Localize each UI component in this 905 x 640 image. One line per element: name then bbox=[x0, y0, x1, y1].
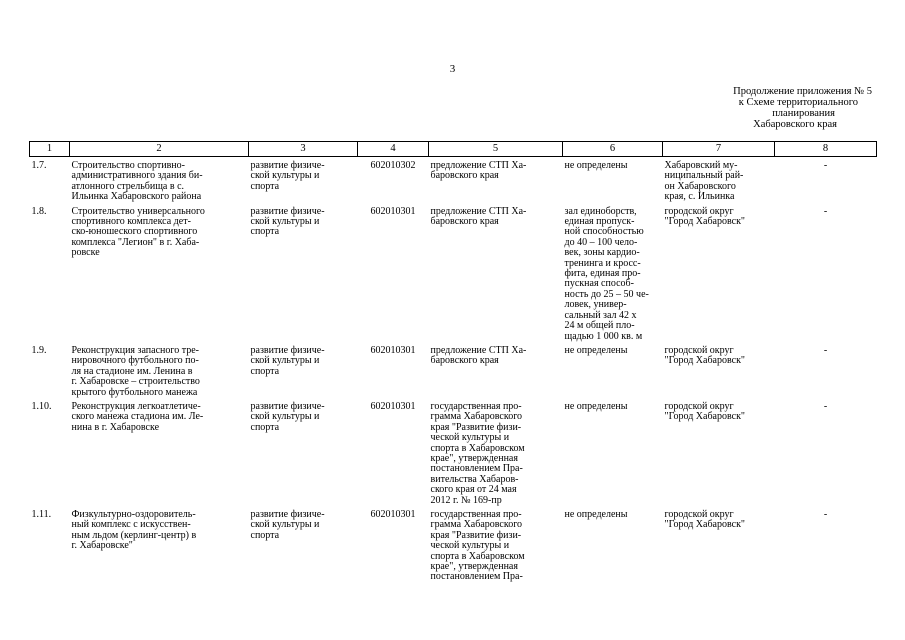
object-basis-line: грамма Хабаровского bbox=[430, 519, 523, 531]
object-purpose-line: спорта bbox=[250, 180, 280, 192]
row-number: 1.10. bbox=[31, 400, 52, 412]
object-purpose-line: ской культуры и bbox=[250, 170, 320, 182]
object-purpose-line: спорта bbox=[250, 365, 280, 377]
object-name-line: атлонного стрельбища в с. bbox=[71, 180, 185, 192]
object-basis-line: ческой культуры и bbox=[430, 432, 510, 444]
object-basis-line: постановлением Пра- bbox=[430, 463, 523, 475]
table-row bbox=[30, 203, 877, 342]
row-number: 1.11. bbox=[31, 509, 52, 520]
row-number: 1.8. bbox=[31, 205, 47, 217]
object-name-line: г. Хабаровске – строительство bbox=[71, 376, 200, 388]
object-name-line: ным льдом (керлинг-центр) в bbox=[71, 529, 197, 541]
object-parameters-line: не определены bbox=[564, 160, 628, 171]
column-header-7: 7 bbox=[663, 142, 775, 157]
object-basis-line: предложение СТП Ха- bbox=[430, 205, 527, 217]
object-parameters bbox=[563, 342, 663, 398]
object-name-line: Строительство спортивно- bbox=[71, 160, 185, 171]
object-parameters-line: 24 м общей пло- bbox=[564, 320, 635, 332]
object-purpose bbox=[249, 398, 358, 506]
object-parameters-line: ность до 25 – 50 че- bbox=[564, 288, 649, 300]
object-parameters-line: век, зоны кардио- bbox=[564, 247, 640, 259]
object-name-line: ско-юношеского спортивного bbox=[71, 226, 198, 238]
object-basis bbox=[429, 157, 563, 203]
object-parameters-line: ловек, универ- bbox=[564, 299, 627, 311]
object-purpose-line: развитие физиче- bbox=[250, 160, 325, 171]
object-name bbox=[70, 203, 249, 342]
object-location bbox=[663, 342, 775, 398]
object-purpose bbox=[249, 203, 358, 342]
object-code: 602010301 bbox=[370, 344, 416, 356]
object-location-line: "Город Хабаровск" bbox=[664, 216, 746, 228]
object-location-line: "Город Хабаровск" bbox=[664, 519, 746, 531]
object-purpose-line: ской культуры и bbox=[250, 216, 320, 228]
object-purpose-line: спорта bbox=[250, 529, 280, 541]
object-code: 602010301 bbox=[370, 205, 416, 217]
object-name-line: Ильинка Хабаровского района bbox=[71, 191, 202, 203]
object-basis-line: ческой культуры и bbox=[430, 540, 510, 552]
object-name-line: ля на стадионе им. Ленина в bbox=[71, 365, 193, 377]
object-basis-line: крае", утвержденная bbox=[430, 452, 518, 464]
appendix-header-line: Хабаровского края bbox=[753, 119, 837, 130]
object-name bbox=[70, 157, 249, 203]
object-basis-line: предложение СТП Ха- bbox=[430, 344, 527, 356]
object-parameters-line: до 40 – 100 чело- bbox=[564, 236, 638, 248]
object-basis-line: края "Развитие физи- bbox=[430, 421, 522, 433]
object-parameters bbox=[563, 398, 663, 506]
object-parameters-line: зал единоборств, bbox=[564, 205, 637, 217]
object-basis-line: вительства Хабаров- bbox=[430, 473, 519, 485]
object-purpose-line: спорта bbox=[250, 421, 280, 433]
object-code: 602010301 bbox=[370, 509, 416, 520]
object-purpose bbox=[249, 506, 358, 583]
object-location-line: края, с. Ильинка bbox=[664, 191, 735, 203]
object-purpose-line: развитие физиче- bbox=[250, 205, 325, 217]
object-parameters bbox=[563, 203, 663, 342]
object-basis-line: баровского края bbox=[430, 170, 499, 182]
object-name-line: Физкультурно-оздоровитель- bbox=[71, 509, 196, 520]
object-basis-line: государственная про- bbox=[430, 400, 522, 412]
object-zone: - bbox=[823, 160, 828, 171]
object-zone: - bbox=[823, 400, 828, 412]
object-basis-line: баровского края bbox=[430, 355, 499, 367]
object-basis-line: крае", утвержденная bbox=[430, 561, 518, 573]
object-name-line: ского манежа стадиона им. Ле- bbox=[71, 411, 204, 423]
object-code: 602010301 bbox=[370, 400, 416, 412]
object-name bbox=[70, 342, 249, 398]
column-header-3: 3 bbox=[249, 142, 358, 157]
object-zone: - bbox=[823, 344, 828, 356]
appendix-header-line: планирования bbox=[772, 108, 835, 119]
row-number: 1.9. bbox=[31, 344, 47, 356]
objects-table bbox=[29, 141, 877, 583]
column-header-6: 6 bbox=[563, 142, 663, 157]
object-basis-line: грамма Хабаровского bbox=[430, 411, 523, 423]
object-parameters-line: тренинга и кросс- bbox=[564, 257, 641, 269]
appendix-header-line: к Схеме территориального bbox=[738, 97, 858, 108]
object-basis-line: предложение СТП Ха- bbox=[430, 160, 527, 171]
row-number: 1.7. bbox=[31, 160, 47, 171]
object-name-line: административного здания би- bbox=[71, 170, 203, 182]
object-basis bbox=[429, 398, 563, 506]
object-parameters bbox=[563, 506, 663, 583]
table-body bbox=[30, 157, 877, 583]
object-purpose bbox=[249, 157, 358, 203]
object-location-line: городской округ bbox=[664, 344, 734, 356]
object-name-line: нина в г. Хабаровске bbox=[71, 421, 160, 433]
object-purpose-line: развитие физиче- bbox=[250, 400, 325, 412]
object-location bbox=[663, 506, 775, 583]
object-code: 602010302 bbox=[370, 160, 416, 171]
object-basis-line: края "Развитие физи- bbox=[430, 529, 522, 541]
column-header-4: 4 bbox=[358, 142, 429, 157]
appendix-header bbox=[672, 86, 872, 130]
object-location-line: городской округ bbox=[664, 509, 734, 520]
object-purpose-line: развитие физиче- bbox=[250, 509, 325, 520]
object-parameters-line: ной способностью bbox=[564, 226, 644, 238]
object-location-line: он Хабаровского bbox=[664, 180, 736, 192]
appendix-header-line: Продолжение приложения № 5 bbox=[733, 86, 872, 97]
table-row bbox=[30, 398, 877, 506]
table-header-row bbox=[30, 142, 877, 157]
object-name-line: комплекса "Легион" в г. Хаба- bbox=[71, 236, 200, 248]
object-parameters-line: пускная способ- bbox=[564, 278, 634, 290]
object-location-line: городской округ bbox=[664, 205, 734, 217]
object-name-line: Строительство универсального bbox=[71, 205, 205, 217]
column-header-8: 8 bbox=[775, 142, 877, 157]
object-name-line: нировочного футбольного по- bbox=[71, 355, 199, 367]
column-header-5: 5 bbox=[429, 142, 563, 157]
object-basis bbox=[429, 506, 563, 583]
table-row bbox=[30, 342, 877, 398]
object-name-line: спортивного комплекса дет- bbox=[71, 216, 191, 228]
object-name-line: г. Хабаровске" bbox=[71, 540, 133, 552]
object-location bbox=[663, 203, 775, 342]
object-purpose-line: ской культуры и bbox=[250, 411, 320, 423]
object-name-line: крытого футбольного манежа bbox=[71, 386, 198, 398]
object-basis-line: баровского края bbox=[430, 216, 499, 228]
object-parameters-line: сальный зал 42 х bbox=[564, 309, 637, 321]
object-location-line: "Город Хабаровск" bbox=[664, 411, 746, 423]
column-header-1: 1 bbox=[30, 142, 70, 157]
object-purpose-line: ской культуры и bbox=[250, 355, 320, 367]
object-basis-line: спорта в Хабаровском bbox=[430, 442, 525, 454]
object-zone: - bbox=[823, 205, 828, 217]
object-purpose-line: спорта bbox=[250, 226, 280, 238]
object-basis-line: государственная про- bbox=[430, 509, 522, 520]
object-name bbox=[70, 398, 249, 506]
object-location-line: Хабаровский му- bbox=[664, 160, 738, 171]
object-name bbox=[70, 506, 249, 583]
object-parameters-line: не определены bbox=[564, 400, 628, 412]
column-header-2: 2 bbox=[70, 142, 249, 157]
object-purpose-line: ской культуры и bbox=[250, 519, 320, 531]
object-location-line: ниципальный рай- bbox=[664, 170, 744, 182]
object-parameters-line: фита, единая про- bbox=[564, 268, 641, 280]
object-parameters-line: единая пропуск- bbox=[564, 216, 635, 228]
object-location-line: городской округ bbox=[664, 400, 734, 412]
object-parameters-line: не определены bbox=[564, 344, 628, 356]
object-basis-line: ского края от 24 мая bbox=[430, 484, 517, 496]
object-basis-line: спорта в Хабаровском bbox=[430, 550, 525, 562]
object-zone: - bbox=[823, 509, 828, 520]
object-basis bbox=[429, 203, 563, 342]
object-basis-line: 2012 г. № 169-пр bbox=[430, 494, 502, 506]
table-row bbox=[30, 157, 877, 203]
object-name-line: Реконструкция запасного тре- bbox=[71, 344, 199, 356]
table-row bbox=[30, 506, 877, 583]
object-name-line: ровске bbox=[71, 247, 100, 259]
object-basis bbox=[429, 342, 563, 398]
object-name-line: ный комплекс с искусствен- bbox=[71, 519, 191, 531]
object-purpose bbox=[249, 342, 358, 398]
object-parameters bbox=[563, 157, 663, 203]
object-location bbox=[663, 398, 775, 506]
object-parameters-line: щадью 1 000 кв. м bbox=[564, 330, 643, 342]
object-name-line: Реконструкция легкоатлетиче- bbox=[71, 400, 201, 412]
object-basis-line: постановлением Пра- bbox=[430, 571, 523, 583]
object-location-line: "Город Хабаровск" bbox=[664, 355, 746, 367]
page-number: 3 bbox=[449, 63, 456, 75]
object-purpose-line: развитие физиче- bbox=[250, 344, 325, 356]
object-location bbox=[663, 157, 775, 203]
object-parameters-line: не определены bbox=[564, 509, 628, 520]
